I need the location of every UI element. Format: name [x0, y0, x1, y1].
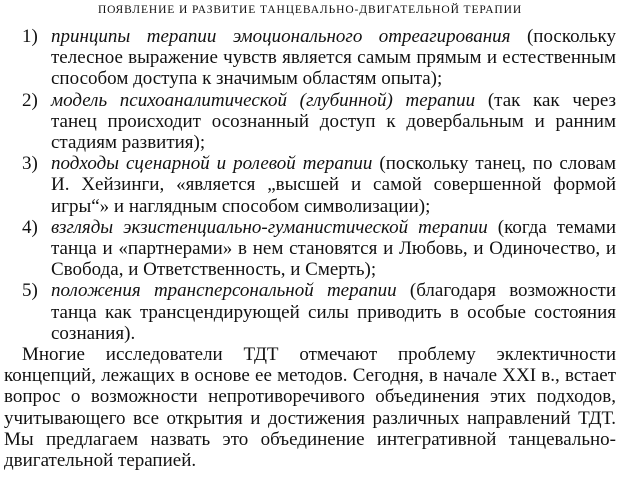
list-item-term: принципы терапии эмоционального отреагирования	[51, 26, 511, 47]
list-item-text: (благодаря возможности танца как трансцендирующей силы приводить в особые состояния сознания).	[51, 280, 616, 344]
list-item-text: (поскольку телесное выражение чувств является самым прямым и естественным способом доступа к значимым областям опыта);	[51, 26, 616, 90]
list-item-term: взгляды экзистенциально-гуманистической терапии	[51, 216, 488, 238]
list-item	[4, 217, 616, 281]
body-paragraph: Многие исследователи ТДТ отмечают проблему эклектичности концепций, лежащих в основе ее методов. Сегодня, в начале XXI в., встает вопрос о возможности непротиворечивого объединения этих подходов, учитывающего все открытия и достижения различных направлений ТДТ. Мы предлагаем назвать это объединение интегративной танцевально-двигательной терапией.	[4, 344, 616, 472]
list-item-number: 4)	[22, 216, 38, 238]
list-item-number: 3)	[22, 153, 38, 175]
list-item-text: (так как через танец происходит осознанный доступ к довербальным и ранним стадиям развития);	[51, 89, 617, 154]
list-item	[4, 90, 616, 154]
running-head: ПОЯВЛЕНИЕ И РАЗВИТИЕ ТАНЦЕВАЛЬНО-ДВИГАТЕЛЬНОЙ ТЕРАПИИ	[97, 4, 523, 16]
list-item-number: 1)	[22, 26, 38, 47]
list-item-text: (когда темами танца и «партнерами» в нем становятся и Любовь, и Одиночество, и Свобода, и Ответственность, и Смерть);	[51, 216, 617, 281]
list-item-number: 2)	[22, 89, 38, 111]
list-item	[4, 153, 616, 217]
list-item-number: 5)	[22, 280, 38, 302]
list-item-term: положения трансперсональной терапии	[51, 280, 397, 302]
approaches-list	[4, 26, 616, 344]
list-item	[4, 280, 616, 344]
list-item	[4, 26, 616, 90]
list-item-text: (поскольку танец, по словам И. Хейзинги, «является „высшей и самой совершенной формой игры“» и наглядным способом символизации);	[51, 153, 616, 217]
list-item-term: модель психоаналитической (глубинной) терапии	[51, 89, 476, 111]
list-item-term: подходы сценарной и ролевой терапии	[51, 153, 373, 175]
